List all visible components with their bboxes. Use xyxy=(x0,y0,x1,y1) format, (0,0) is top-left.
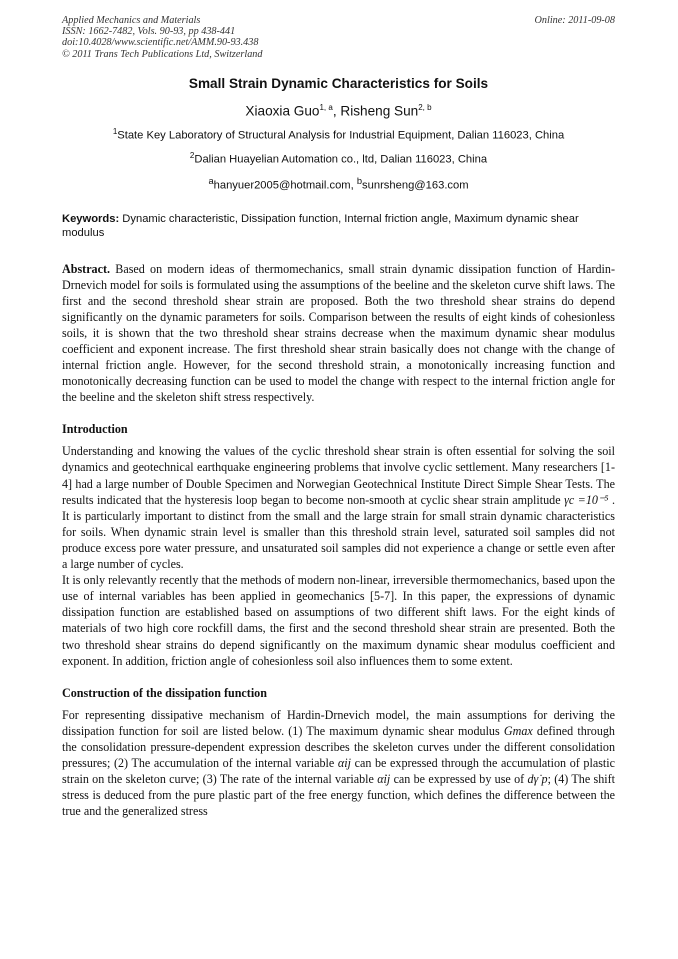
journal-name: Applied Mechanics and Materials xyxy=(62,15,201,26)
keywords-label: Keywords: xyxy=(62,212,120,225)
author-affiliation-marker: 2, b xyxy=(418,102,432,112)
email-b: sunrsheng@163.com xyxy=(362,179,469,192)
keywords-text: Dynamic characteristic, Dissipation function, Internal friction angle, Maximum dynamic shear modulus xyxy=(62,212,579,240)
affiliation-text: State Key Laboratory of Structural Analysis for Industrial Equipment, Dalian 116023, China xyxy=(117,130,565,143)
paper-page xyxy=(62,15,615,819)
alpha-rate-symbol: α̇ij xyxy=(377,772,391,787)
abstract-text: Based on modern ideas of thermomechanics, small strain dynamic dissipation function of Hardin-Drnevich model for soils is formulated using the assumptions of the beeline and the skeleton curve shift laws. The first and the second threshold shear strain are proposed. Both the two threshold shear strains do depend significantly on the dynamic parameters for soils. Comparison between the results of eight kinds of cohesionless soils, it is shown that the two threshold shear strains decrease when the maximum dynamic shear modulus coefficient and exponent increase. The first threshold shear strain basically does not change with the change of internal friction angle. However, for the second threshold strain, a monotonically increasing function and monotonically decreasing function can be used to model the change with respect to the internal friction angle for the beeline and the skeleton shift stress respectively. xyxy=(62,261,615,405)
email-marker: a xyxy=(208,175,214,186)
intro-text: . It is particularly important to distinct from the small and the large strain for small strain dynamic characteristics for soils. When dynamic strain level is smaller than this threshold strain level, saturated soil samples did not produce excess pore water pressure, and unsaturated soil samples did not experience a change or settle even after a large number of cycles. xyxy=(62,492,616,572)
construction-text: ; (4) The shift stress is deduced from the pure plastic part of the free energy function, which defines the difference between the true and the generalized stress xyxy=(62,772,615,819)
threshold-strain-formula: γc =10⁻⁵ xyxy=(564,492,609,507)
author-name: Xiaoxia Guo xyxy=(245,103,320,119)
affiliation xyxy=(62,149,615,167)
alpha-symbol: αij xyxy=(337,755,351,770)
author-separator: , xyxy=(332,103,337,119)
construction-text: For representing dissipative mechanism of Hardin-Drnevich model, the main assumptions for deriving the dissipation function for soil are listed below. (1) The maximum dynamic shear modulus xyxy=(62,707,615,738)
section-heading-introduction: Introduction xyxy=(62,422,128,437)
construction-text: defined through the consolidation pressure-dependent expression describes the skeleton curves under the different consolidation pressures; (2) The accumulation of the internal variable xyxy=(62,723,615,770)
abstract-label: Abstract. xyxy=(62,261,111,276)
section-heading-construction: Construction of the dissipation function xyxy=(62,685,267,700)
affiliation-marker: 1 xyxy=(112,127,118,137)
email-a: hanyuer2005@hotmail.com, xyxy=(213,179,357,192)
affiliation-text: Dalian Huayelian Automation co., ltd, Dalian 116023, China xyxy=(194,153,488,166)
intro-paragraph xyxy=(62,443,615,572)
abstract xyxy=(62,261,615,406)
intro-paragraph: It is only relevantly recently that the methods of modern non-linear, irreversible thermomechanics, based upon the use of internal variables has been applied in geomechanics [5-7]. In this paper, the expressions of dynamic dissipation function are established based on assumptions of two different shift laws. For the eight kinds of materials of two high core rockfill dams, the first and the second threshold shear strain are presented. Both the two threshold shear strains do depend significantly on the maximum dynamic shear modulus coefficient and exponent. In addition, friction angle of cohesionless soil also influences them to some extent. xyxy=(62,573,615,668)
author-affiliation-marker: 1, a xyxy=(319,102,333,112)
author-name: Risheng Sun xyxy=(340,103,419,119)
gmax-symbol: Gmax xyxy=(503,723,533,738)
affiliation xyxy=(62,125,615,143)
email-marker: b xyxy=(356,175,363,186)
plastic-strain-rate-symbol: dγ̇ p xyxy=(527,772,548,787)
journal-doi: doi:10.4028/www.scientific.net/AMM.90-93.438 xyxy=(62,37,259,49)
construction-text: can be expressed by use of xyxy=(390,772,528,787)
affiliation-marker: 2 xyxy=(189,151,195,161)
journal-copyright: © 2011 Trans Tech Publications Ltd, Switzerland xyxy=(62,48,263,60)
intro-text: Understanding and knowing the values of the cyclic threshold shear strain is often essential for solving the soil dynamics and geotechnical earthquake engineering problems that involve cyclic settlement. Many researchers [1-4] had a large number of Double Specimen and Norwegian Geotechnical Institute Direct Simple Shear Tests. The results indicated that the hysteresis loop began to become non-smooth at cyclic shear strain amplitude xyxy=(62,444,615,507)
construction-paragraph xyxy=(62,707,615,820)
journal-header xyxy=(62,15,615,60)
construction-text: can be expressed through the accumulation of plastic strain on the skeleton curve; (3) The rate of the internal variable xyxy=(62,755,615,787)
journal-issn: ISSN: 1662-7482, Vols. 90-93, pp 438-441 xyxy=(62,26,236,38)
author-list xyxy=(62,100,615,120)
online-date: Online: 2011-09-08 xyxy=(534,15,615,26)
author-emails xyxy=(62,174,615,193)
keywords xyxy=(62,212,615,241)
paper-title: Small Strain Dynamic Characteristics for Soils xyxy=(188,75,489,91)
